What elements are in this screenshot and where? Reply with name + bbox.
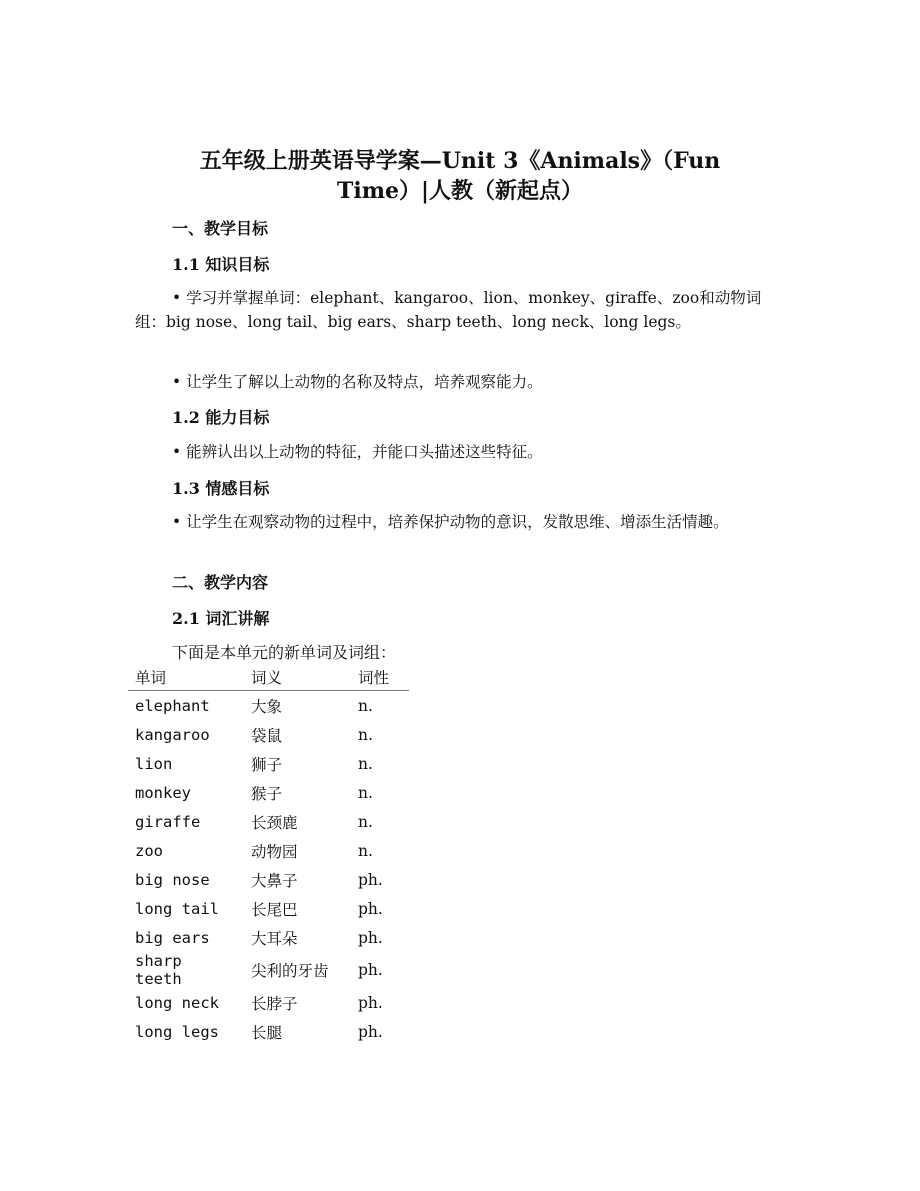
cell-pos: ph. [358, 899, 383, 918]
cell-meaning: 长尾巴 [251, 900, 298, 919]
cell-meaning: 猴子 [251, 784, 283, 803]
cell-meaning: 袋鼠 [251, 726, 283, 745]
cell-pos: ph. [358, 993, 383, 1012]
cell-word: lion [135, 754, 173, 773]
cell-word: big ears [135, 928, 210, 947]
cell-word: long legs [135, 1022, 219, 1041]
cell-pos: n. [358, 754, 373, 773]
cell-pos: n. [358, 812, 373, 831]
bullet-vocabulary-goal: • 学习并掌握单词：elephant、kangaroo、lion、monkey、giraffe、zoo和动物词组：big nose、long tail、big ears、sharp teeth、long neck、long legs。 [135, 289, 762, 331]
cell-word: elephant [135, 696, 210, 715]
table-row [128, 1017, 409, 1046]
cell-word: big nose [135, 870, 210, 889]
cell-meaning: 长颈鹿 [251, 813, 298, 832]
table-header-row [128, 664, 409, 691]
cell-pos: n. [358, 783, 373, 802]
cell-pos: n. [358, 841, 373, 860]
subheading-emotional-goals: 1.3 情感目标 [172, 479, 270, 498]
document-title-line1: 五年级上册英语导学案—Unit 3《Animals》（Fun [199, 148, 721, 174]
cell-word: kangaroo [135, 725, 210, 744]
vocab-intro-text: 下面是本单元的新单词及词组： [172, 643, 397, 662]
header-part-of-speech: 词性 [351, 664, 409, 691]
cell-meaning: 尖利的牙齿 [251, 962, 329, 980]
cell-meaning: 大耳朵 [251, 929, 298, 948]
subheading-ability-goals: 1.2 能力目标 [172, 408, 270, 427]
table-row [128, 988, 409, 1017]
table-row [128, 952, 409, 988]
cell-pos: ph. [358, 961, 383, 979]
header-meaning: 词义 [244, 664, 351, 691]
bullet-observation-goal: • 让学生了解以上动物的名称及特点，培养观察能力。 [172, 373, 543, 391]
table-row [128, 836, 409, 865]
table-row [128, 807, 409, 836]
vocabulary-table [128, 664, 409, 1046]
table-row [128, 691, 409, 721]
header-word: 单词 [128, 664, 244, 691]
cell-word: long neck [135, 993, 219, 1012]
bullet-emotional-goal: • 让学生在观察动物的过程中，培养保护动物的意识，发散思维、增添生活情趣。 [172, 513, 729, 531]
document-title-line2: Time）|人教（新起点） [336, 178, 583, 204]
table-row [128, 865, 409, 894]
cell-pos: ph. [358, 1022, 383, 1041]
cell-meaning: 大象 [251, 697, 283, 716]
table-row [128, 720, 409, 749]
cell-word: zoo [135, 841, 163, 860]
cell-meaning: 狮子 [251, 755, 283, 774]
subheading-vocabulary-explanation: 2.1 词汇讲解 [172, 609, 270, 628]
cell-meaning: 大鼻子 [251, 871, 298, 890]
cell-word: sharp teeth [135, 952, 182, 988]
cell-meaning: 长脖子 [251, 994, 298, 1013]
cell-meaning: 长腿 [251, 1023, 283, 1042]
table-row [128, 894, 409, 923]
cell-word: long tail [135, 899, 219, 918]
cell-pos: ph. [358, 870, 383, 889]
bullet-ability-goal: • 能辨认出以上动物的特征，并能口头描述这些特征。 [172, 443, 543, 461]
cell-word: giraffe [135, 812, 201, 831]
table-row [128, 749, 409, 778]
cell-pos: ph. [358, 928, 383, 947]
table-row [128, 923, 409, 952]
cell-pos: n. [358, 696, 373, 715]
subheading-knowledge-goals: 1.1 知识目标 [172, 255, 270, 274]
cell-word: monkey [135, 783, 191, 802]
cell-pos: n. [358, 725, 373, 744]
cell-meaning: 动物园 [251, 842, 298, 861]
section-heading-teaching-content: 二、教学内容 [172, 573, 269, 592]
table-row [128, 778, 409, 807]
section-heading-teaching-goals: 一、教学目标 [172, 219, 269, 238]
